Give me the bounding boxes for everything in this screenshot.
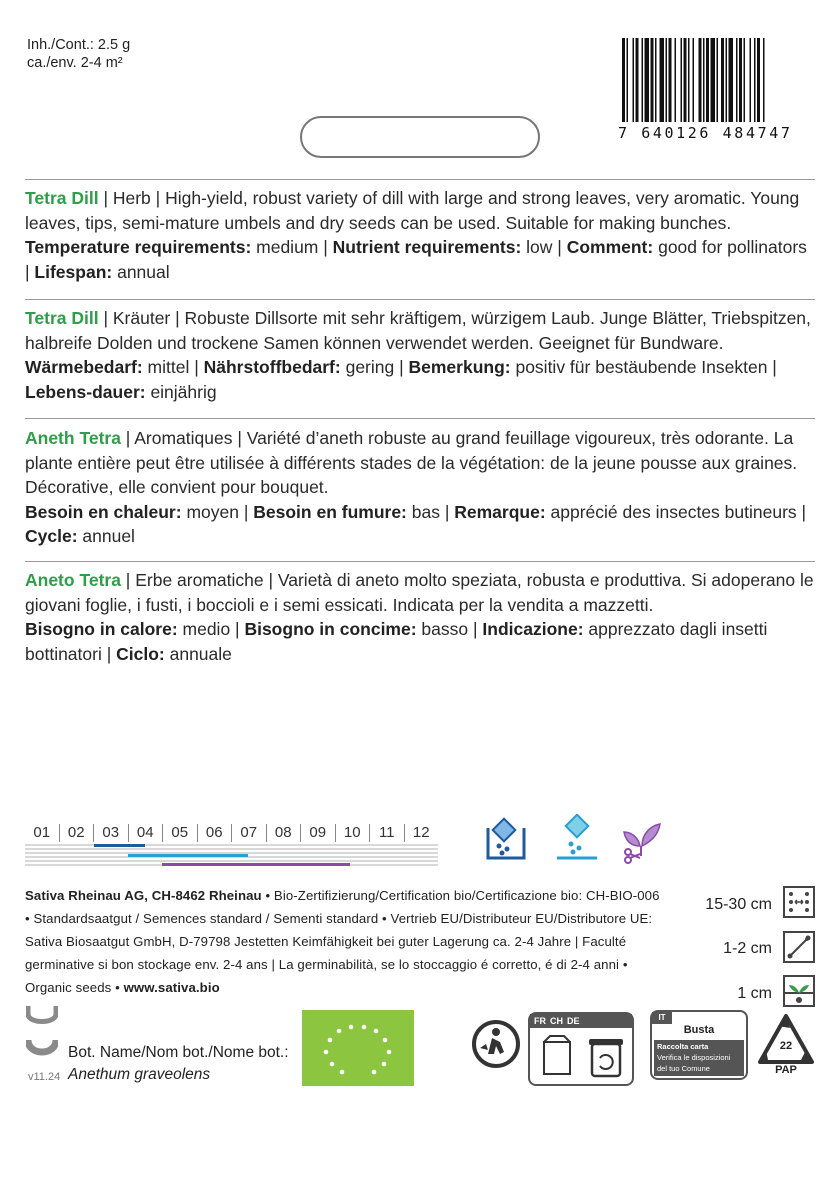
field-label: Lifespan:: [34, 261, 113, 282]
raccolta-line-1: Raccolta carta: [657, 1042, 709, 1051]
month-label: 10: [335, 824, 370, 842]
barcode-bar: [726, 38, 728, 122]
brand-mark-icon: [26, 1004, 58, 1068]
month-label: 08: [266, 824, 301, 842]
divider: [25, 561, 815, 562]
barcode-bar: [744, 38, 746, 122]
paper-packet-icon: [542, 1034, 572, 1078]
field-label: Lebens-dauer:: [25, 381, 146, 402]
field-value: einjährig: [145, 381, 217, 402]
row-spacing-icon: [783, 886, 815, 918]
barcode-bar: [750, 38, 752, 122]
month-label: 09: [300, 824, 335, 842]
barcode-bar: [721, 38, 724, 122]
barcode-bar: [684, 38, 687, 122]
barcode-bar: [622, 38, 625, 122]
divider: [25, 299, 815, 300]
field-label: Besoin en chaleur:: [25, 501, 182, 522]
field-label: Bisogno in concime:: [244, 619, 417, 639]
country-de: DE: [567, 1016, 580, 1026]
month-label: 01: [33, 824, 51, 841]
barcode-bar: [736, 38, 738, 122]
field-label: Indicazione:: [482, 619, 584, 639]
barcode-bar: [636, 38, 639, 122]
barcode-bar: [669, 38, 672, 122]
barcode-bar: [693, 38, 695, 122]
row-spacing: 15-30 cm: [705, 896, 772, 913]
month-label: 05: [162, 824, 197, 842]
sowing-outdoor-icon: [555, 814, 599, 864]
field-value: medio |: [177, 619, 245, 639]
month-label: 04: [128, 824, 163, 842]
content-weight: Inh./Cont.: 2.5 g: [27, 37, 131, 53]
sowing-indoor-bar: [94, 844, 145, 847]
barcode-bars: [618, 38, 816, 128]
barcode-bar: [711, 38, 716, 122]
variety-description: | Erbe aromatiche | Varietà di aneto molto speziata, robusta e produttiva. Si adoperano le giovani foglie, i fusti, i boccioli e i semi essicati. Indicata per la vendita a mazzetti.: [25, 570, 814, 615]
field-label: Nutrient requirements:: [332, 237, 522, 257]
month-label: 06: [197, 824, 232, 842]
version-code: v11.24: [28, 1071, 61, 1083]
barcode: [618, 38, 816, 142]
section-it: [25, 568, 815, 666]
field-value: annuel: [77, 526, 135, 546]
content-info: [27, 36, 130, 72]
legal-text: [25, 884, 665, 999]
field-value: mittel |: [142, 357, 204, 377]
harvest-bar: [162, 863, 350, 866]
field-value: moyen |: [181, 501, 254, 522]
barcode-bar: [633, 38, 635, 122]
month-label: 12: [404, 824, 439, 842]
field-label: Bemerkung:: [408, 357, 511, 377]
barcode-bar: [703, 38, 705, 122]
hang-hole: [300, 116, 540, 158]
field-value: annual: [112, 261, 170, 282]
content-area: ca./env. 2-4 m²: [27, 55, 123, 71]
field-value: annuale: [164, 643, 232, 664]
pap-recycling-code: [756, 1012, 816, 1082]
field-value: good for pollinators |: [25, 237, 807, 282]
field-label: Ciclo:: [116, 643, 165, 664]
barcode-bar: [675, 38, 677, 122]
barcode-bar: [666, 38, 668, 122]
raccolta-line-2: Verifica le disposizioni: [657, 1053, 731, 1062]
field-value: apprezzato dagli insetti bottinatori |: [25, 619, 768, 664]
sowing-depth-icon: [783, 975, 815, 1007]
barcode-bar: [627, 38, 629, 122]
variety-name: Tetra Dill: [25, 308, 99, 328]
variety-name: Aneth Tetra: [25, 428, 121, 448]
barcode-bar: [655, 38, 657, 122]
month-label: 03: [93, 824, 128, 842]
barcode-bar: [739, 38, 742, 122]
barcode-bar: [681, 38, 683, 122]
sorting-info-it: [650, 1010, 748, 1080]
month-label: 02: [59, 824, 94, 842]
divider: [25, 179, 815, 180]
sowing-depth: 1 cm: [737, 985, 772, 1002]
field-label: Wärmebedarf:: [25, 357, 143, 377]
country-fr: FR: [534, 1016, 546, 1026]
field-label: Temperature requirements:: [25, 237, 252, 257]
country-it: IT: [652, 1012, 672, 1024]
barcode-bar: [660, 38, 665, 122]
country-tabs: [530, 1014, 632, 1028]
company-name: Sativa Rheinau AG, CH-8462 Rheinau: [25, 888, 262, 903]
pap-number: 22: [779, 1040, 793, 1052]
field-value: gering |: [340, 357, 409, 377]
raccolta-info: [654, 1040, 744, 1076]
field-label: Bisogno in calore:: [25, 619, 178, 639]
variety-description: | Kräuter | Robuste Dillsorte mit sehr kräftigem, würzigem Laub. Junge Blätter, Triebspitzen, halbreife Dolden und trockene Samen können verwendet werden. Geeignet für Bundware.: [25, 308, 811, 353]
field-label: Remarque:: [454, 501, 546, 522]
barcode-bar: [645, 38, 650, 122]
barcode-bar: [699, 38, 702, 122]
eu-organic-logo: [302, 1010, 414, 1086]
field-label: Comment:: [566, 237, 654, 257]
botanical-name: Anethum graveolens: [68, 1066, 211, 1083]
barcode-bar: [706, 38, 709, 122]
barcode-bar: [757, 38, 760, 122]
variety-name: Aneto Tetra: [25, 570, 121, 590]
eu-leaf-icon: [302, 1010, 414, 1086]
section-en: [25, 186, 815, 284]
barcode-bar: [729, 38, 734, 122]
sowing-indoor-icon: [484, 814, 528, 864]
raccolta-line-3: del tuo Comune: [657, 1064, 710, 1073]
barcode-bar: [717, 38, 719, 122]
field-value: low |: [521, 237, 567, 257]
website-link[interactable]: www.sativa.bio: [123, 980, 220, 995]
sowing-outdoor-bar: [128, 854, 248, 857]
triman-icon: [470, 1018, 522, 1070]
barcode-bar: [763, 38, 765, 122]
barcode-digits: 7 640126 484747: [618, 124, 816, 142]
section-fr: [25, 426, 815, 549]
barcode-bar: [642, 38, 644, 122]
field-value: medium |: [251, 237, 333, 257]
pap-label: PAP: [775, 1064, 797, 1076]
field-value: positiv für bestäubende Insekten |: [510, 357, 777, 377]
divider: [25, 418, 815, 419]
sorting-info-fr-ch-de: [528, 1012, 634, 1086]
paper-bin-icon: [586, 1034, 626, 1080]
calendar-bars: [25, 844, 438, 868]
section-de: [25, 306, 815, 404]
field-label: Besoin en fumure:: [253, 501, 407, 522]
botanical-label: Bot. Name/Nom bot./Nome bot.:: [68, 1044, 289, 1061]
barcode-bar: [651, 38, 654, 122]
country-ch: CH: [550, 1016, 563, 1026]
harvest-icon: [620, 816, 664, 864]
field-value: basso |: [416, 619, 483, 639]
field-value: apprécié des insectes butineurs |: [545, 501, 807, 522]
barcode-bar: [688, 38, 690, 122]
month-calendar: [25, 824, 438, 842]
certification-text: • Bio-Zertifizierung/Certification bio/Certificazione bio: CH-BIO-006 • Standardsaatgut / Semences standard / Sementi standard • Vertrieb EU/Distributeur EU/Distributore UE: Sativa Biosaatgut GmbH, D-79798 Jestetten Keimfähigkeit bei guter Lagerung ca. 2-4 Jahre | Faculté germinative si bon stockage env. 2-4 ans | La germinabilità, se lo stoccaggio é corretto, é di 2-4 anni • Organic seeds •: [25, 888, 660, 995]
month-label: 11: [369, 824, 404, 842]
plant-spacing-icon: [783, 931, 815, 963]
field-value: bas |: [406, 501, 455, 522]
plant-spacing: 1-2 cm: [723, 940, 772, 957]
busta-label: Busta: [683, 1024, 715, 1036]
variety-name: Tetra Dill: [25, 188, 99, 208]
variety-description: | Aromatiques | Variété d’aneth robuste au grand feuillage vigoureux, très odorante. La plante entière peut être utilisée à différents stades de la végétation: de la jeune pousse aux graines. Décorative, elle convient pour bouquet.: [25, 428, 798, 497]
field-label: Cycle:: [25, 526, 78, 546]
field-label: Nährstoffbedarf:: [203, 357, 341, 377]
variety-description: | Herb | High-yield, robust variety of dill with large and strong leaves, very aromatic. Young leaves, tips, semi-mature umbels and dry seeds can be used. Suitable for making bunches.: [25, 188, 800, 233]
barcode-bar: [754, 38, 756, 122]
month-label: 07: [231, 824, 266, 842]
